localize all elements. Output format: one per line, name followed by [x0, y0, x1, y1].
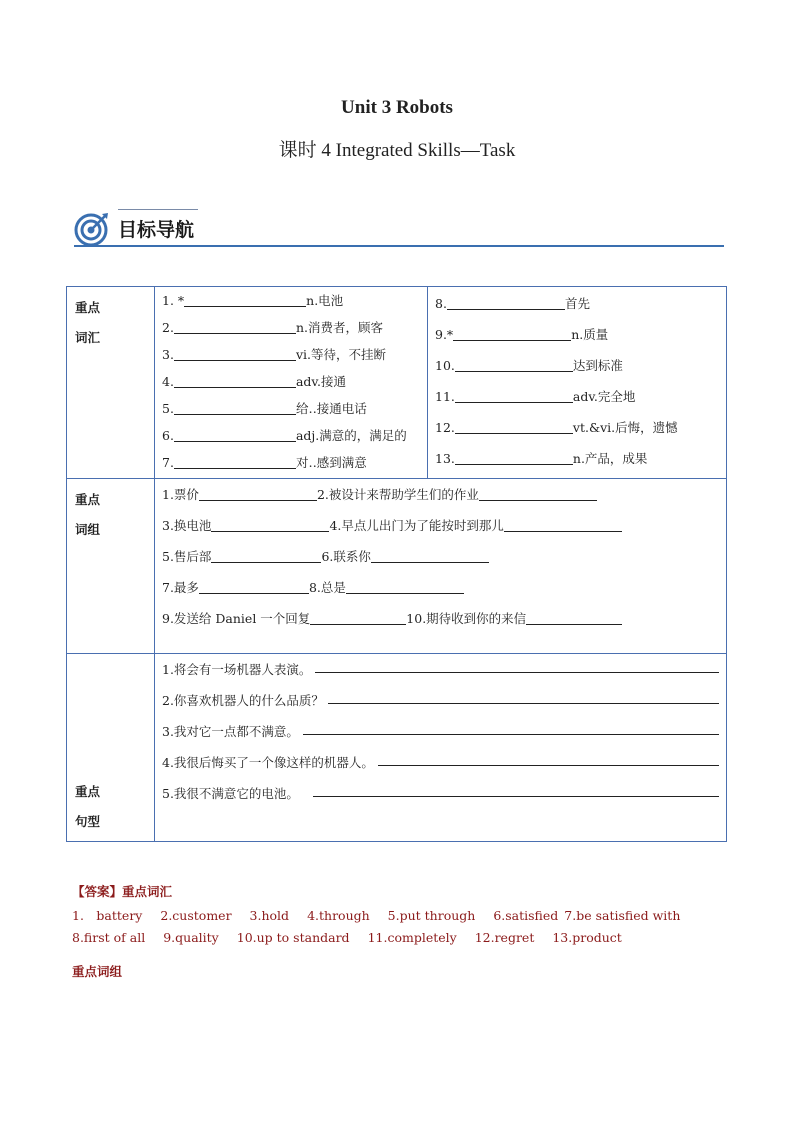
answer-blank[interactable]: [455, 388, 573, 403]
answer-blank[interactable]: [199, 486, 317, 501]
vocab-right-column: [428, 287, 727, 479]
phrases-cell: [155, 479, 727, 654]
vocab-label: 重点 词汇: [67, 287, 155, 479]
header-underline: [74, 245, 724, 247]
header-topline: [118, 209, 198, 210]
answer-blank[interactable]: [211, 517, 329, 532]
vocab-item: 11. adv.完全地: [435, 389, 636, 404]
vocab-item: 13. n.产品，成果: [435, 451, 648, 466]
vocab-item: 5. 给‥接通电话: [162, 401, 367, 416]
answer-line[interactable]: [328, 685, 719, 704]
answer-blank[interactable]: [455, 357, 573, 372]
vocab-item: 8. 首先: [435, 296, 590, 311]
sentence-row: 5.我很不满意它的电池。: [156, 778, 725, 809]
answer-blank[interactable]: [174, 400, 296, 415]
sentence-row: 2.你喜欢机器人的什么品质？: [156, 685, 725, 716]
vocab-item: 7. 对‥感到满意: [162, 455, 367, 470]
vocab-item: 4. adv.接通: [162, 374, 346, 389]
sentence-row: 3.我对它一点都不满意。: [156, 716, 725, 747]
answer-blank[interactable]: [184, 292, 306, 307]
answer-blank[interactable]: [174, 373, 296, 388]
worksheet-table: [66, 286, 727, 842]
phrase-row: 3.换电池 4.早点儿出门为了能按时到那儿: [156, 510, 725, 541]
vocab-item: 1. * n.电池: [162, 293, 344, 308]
vocab-item: 9.* n.质量: [435, 327, 609, 342]
answer-blank[interactable]: [453, 326, 571, 341]
sentences-label: 重点 句型: [67, 654, 155, 842]
phrase-row: 5.售后部 6.联系你: [156, 541, 725, 572]
sentence-row: 1.将会有一场机器人表演。: [156, 654, 725, 685]
answer-blank[interactable]: [455, 450, 573, 465]
answer-line-1: 1. battery 2.customer 3.hold 4.through 5.put through 6.satisfied 7.be satisfied with: [72, 908, 681, 923]
answer-blank[interactable]: [199, 579, 309, 594]
vocab-item: 10. 达到标准: [435, 358, 623, 373]
page-title: Unit 3 Robots: [341, 97, 453, 118]
vocab-item: 12. vt.&vi.后悔，遗憾: [435, 420, 678, 435]
vocab-item: 3. vi.等待，不挂断: [162, 347, 386, 362]
vocab-item: 2. n.消费者，顾客: [162, 320, 383, 335]
answer-blank[interactable]: [174, 454, 296, 469]
section-header: [74, 207, 724, 247]
answer-blank[interactable]: [455, 419, 573, 434]
page-subtitle: 课时 4 Integrated Skills—Task: [278, 140, 516, 161]
answer-line[interactable]: [303, 716, 719, 735]
answer-blank[interactable]: [174, 427, 296, 442]
answer-line-2: 8.first of all 9.quality 10.up to standard 11.completely 12.regret 13.product: [72, 930, 622, 945]
answer-blank[interactable]: [479, 486, 597, 501]
phrase-row: 1.票价 2.被设计来帮助学生们的作业: [156, 479, 725, 510]
answer-line[interactable]: [313, 778, 719, 797]
answer-blank[interactable]: [447, 295, 565, 310]
answer-blank[interactable]: [211, 548, 321, 563]
vocab-item: 6. adj.满意的，满足的: [162, 428, 407, 443]
phrase-row: 9.发送给 Daniel 一个回复 10.期待收到你的来信: [156, 603, 725, 634]
vocab-left-column: [155, 287, 428, 479]
section-label: 目标导航: [118, 219, 195, 241]
answer-heading: 【答案】重点词汇: [72, 884, 173, 899]
answer-blank[interactable]: [174, 346, 296, 361]
sentence-row: 4.我很后悔买了一个像这样的机器人。: [156, 747, 725, 778]
answer-blank[interactable]: [310, 610, 406, 625]
answer-blank[interactable]: [174, 319, 296, 334]
answer-blank[interactable]: [346, 579, 464, 594]
answer-line[interactable]: [378, 747, 719, 766]
phrases-label: 重点 词组: [67, 479, 155, 654]
answer-subheading: 重点词组: [72, 964, 123, 979]
sentences-cell: [155, 654, 727, 842]
target-icon: [74, 211, 110, 247]
answer-blank[interactable]: [504, 517, 622, 532]
phrase-row: 7.最多 8.总是: [156, 572, 725, 603]
answer-blank[interactable]: [371, 548, 489, 563]
answer-blank[interactable]: [526, 610, 622, 625]
answer-line[interactable]: [315, 654, 719, 673]
